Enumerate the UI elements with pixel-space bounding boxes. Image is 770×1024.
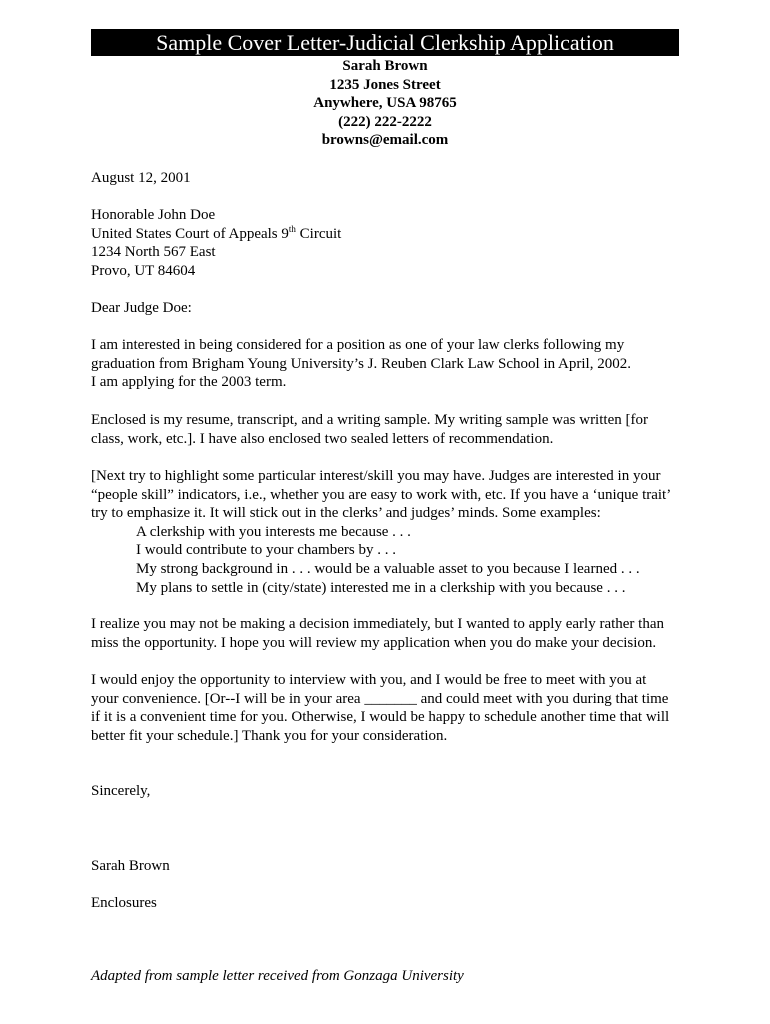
paragraph-line: class, work, etc.]. I have also enclosed two sealed letters of recommendation.: [91, 430, 554, 447]
paragraph-line: miss the opportunity. I hope you will review my application when you do make your decision.: [91, 634, 657, 651]
sender-header: [91, 57, 679, 150]
signature-name: Sarah Brown: [91, 858, 170, 874]
example-item: My plans to settle in (city/state) interested me in a clerkship with you because . . .: [136, 579, 626, 596]
sender-email: browns@email.com: [321, 132, 449, 149]
paragraph-enclosed: [91, 411, 691, 448]
paragraph-line: “people skill” indicators, i.e., whether you are easy to work with, etc. If you have a ‘unique trait’: [91, 486, 672, 503]
paragraph-line: I would enjoy the opportunity to interview with you, and I would be free to meet with you at: [91, 672, 647, 688]
footer-note: Adapted from sample letter received from Gonzaga University: [91, 968, 464, 984]
sender-street: 1235 Jones Street: [329, 76, 441, 93]
enclosures-note: Enclosures: [91, 895, 157, 911]
recipient-court: United States Court of Appeals 9th Circuit: [91, 223, 342, 242]
paragraph-line: graduation from Brigham Young University’s J. Reuben Clark Law School in April, 2002.: [91, 355, 631, 372]
paragraph-line: Enclosed is my resume, transcript, and a writing sample. My writing sample was written [for: [91, 412, 648, 428]
sender-phone: (222) 222-2222: [338, 113, 432, 130]
paragraph-line: try to emphasize it. It will stick out in the clerks’ and judges’ minds. Some examples:: [91, 505, 601, 522]
paragraph-line: your convenience. [Or--I will be in your area _______ and could meet with you during that time: [91, 690, 669, 707]
paragraph-line: better fit your schedule.] Thank you for your consideration.: [91, 727, 448, 744]
letter-date: August 12, 2001: [91, 170, 191, 186]
closing: Sincerely,: [91, 783, 151, 799]
paragraph-interview: [91, 671, 691, 745]
sender-city: Anywhere, USA 98765: [313, 95, 457, 112]
salutation: Dear Judge Doe:: [91, 300, 192, 316]
paragraph-skills: [91, 467, 691, 597]
paragraph-line: [Next try to highlight some particular interest/skill you may have. Judges are interested in your: [91, 468, 661, 484]
document-title: Sample Cover Letter-Judicial Clerkship Application: [91, 29, 679, 56]
paragraph-line: I am applying for the 2003 term.: [91, 374, 287, 391]
recipient-address: [91, 206, 691, 280]
paragraph-decision: [91, 615, 691, 652]
recipient-name: Honorable John Doe: [91, 207, 216, 223]
recipient-city: Provo, UT 84604: [91, 262, 196, 279]
example-item: I would contribute to your chambers by . . .: [136, 542, 396, 559]
sender-name: Sarah Brown: [342, 58, 428, 74]
paragraph-interest: [91, 336, 691, 392]
example-item: My strong background in . . . would be a valuable asset to you because I learned . . .: [136, 560, 640, 577]
paragraph-line: I realize you may not be making a decision immediately, but I wanted to apply early rather than: [91, 616, 664, 632]
example-item: A clerkship with you interests me because . . .: [136, 523, 411, 540]
paragraph-line: if it is a convenient time for you. Otherwise, I would be happy to schedule another time that will: [91, 709, 670, 726]
recipient-street: 1234 North 567 East: [91, 244, 216, 261]
paragraph-line: I am interested in being considered for a position as one of your law clerks following my: [91, 337, 625, 353]
